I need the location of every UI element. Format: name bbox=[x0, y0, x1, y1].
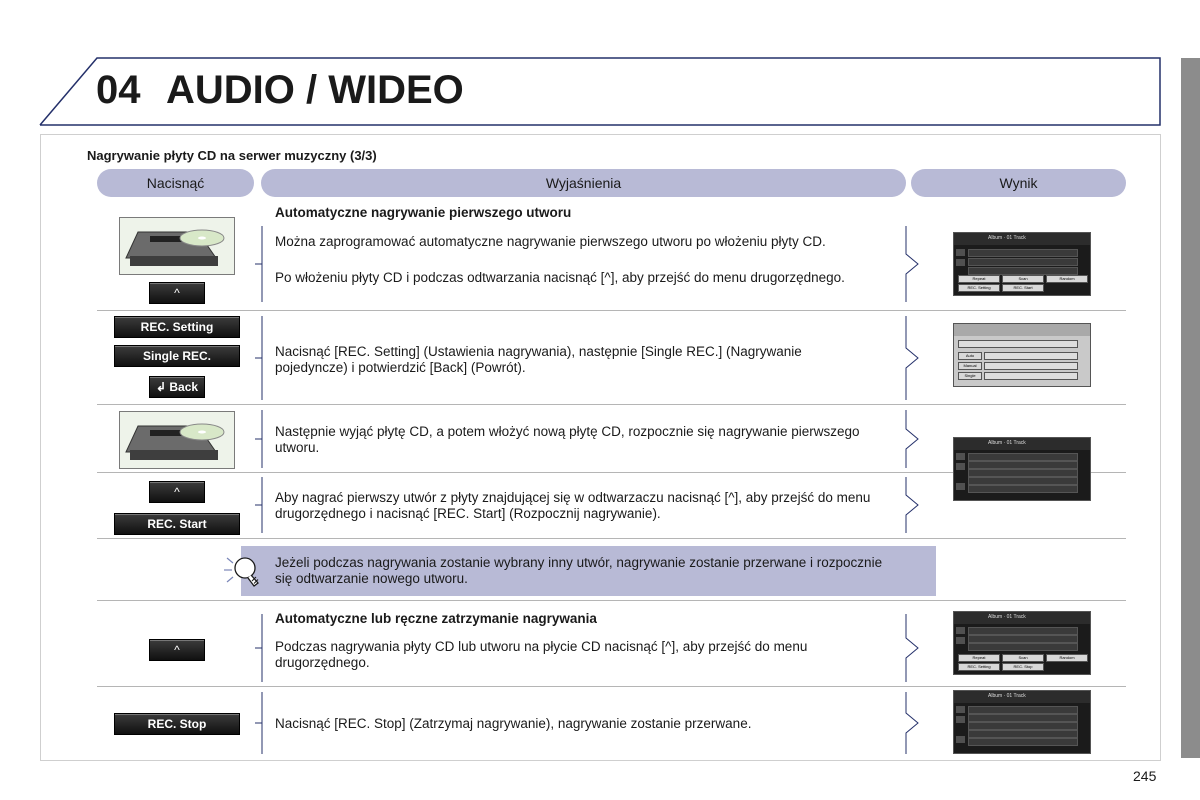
result-screen-2: Auto Manual Single bbox=[953, 323, 1091, 387]
bracket-left bbox=[255, 316, 263, 400]
caret-up-button[interactable]: ^ bbox=[149, 282, 205, 304]
chevron-right-icon bbox=[904, 226, 922, 302]
chevron-right-icon bbox=[904, 477, 922, 533]
row-separator bbox=[97, 310, 1126, 311]
result-screen-6: Album · 01 Track bbox=[953, 690, 1091, 754]
row-separator bbox=[97, 404, 1126, 405]
section-title: Nagrywanie płyty CD na serwer muzyczny (3/3) bbox=[87, 148, 377, 163]
cd-slot-image bbox=[119, 217, 235, 275]
rec-stop-button[interactable]: REC. Stop bbox=[114, 713, 240, 735]
result-screen-5: Album · 01 Track Repeat Scan Random REC. Setting REC. Stop bbox=[953, 611, 1091, 675]
row4-paragraph: Aby nagrać pierwszy utwór z płyty znajdującej się w odtwarzaczu nacisnąć [^], aby przejść do menu drugorzędnego i nacisnąć [REC. Start] (Rozpocznij nagrywanie). bbox=[275, 490, 871, 521]
row5-paragraph: Podczas nagrywania płyty CD lub utworu na płycie CD nacisnąć [^], aby przejść do menu drugorzędnego. bbox=[275, 639, 808, 670]
row1-heading: Automatyczne nagrywanie pierwszego utworu bbox=[275, 205, 572, 220]
back-button[interactable]: ↲ Back bbox=[149, 376, 205, 398]
caret-up-button[interactable]: ^ bbox=[149, 481, 205, 503]
chapter-thumb-tab bbox=[1181, 58, 1200, 758]
caret-up-button[interactable]: ^ bbox=[149, 639, 205, 661]
row1-paragraph-1: Można zaprogramować automatyczne nagrywanie pierwszego utworu po włożeniu płyty CD. bbox=[275, 234, 826, 249]
result-screen-3: Album · 01 Track bbox=[953, 437, 1091, 501]
column-header-explanation: Wyjaśnienia bbox=[261, 169, 906, 197]
chevron-right-icon bbox=[904, 410, 922, 468]
result-screen-1: Album · 01 Track Repeat Scan Random REC. Setting REC. Start bbox=[953, 232, 1091, 296]
row-separator bbox=[97, 600, 1126, 601]
chapter-title: AUDIO / WIDEO bbox=[166, 68, 464, 112]
rec-start-button[interactable]: REC. Start bbox=[114, 513, 240, 535]
tip-text: Jeżeli podczas nagrywania zostanie wybrany inny utwór, nagrywanie zostanie przerwane i rozpocznie się odtwarzanie nowego utworu. bbox=[275, 555, 883, 586]
row2-paragraph: Nacisnąć [REC. Setting] (Ustawienia nagrywania), następnie [Single REC.] (Nagrywanie pojedyncze) i potwierdzić [Back] (Powrót). bbox=[275, 344, 802, 375]
bracket-left bbox=[255, 477, 263, 533]
column-header-press: Nacisnąć bbox=[97, 169, 254, 197]
rec-setting-button[interactable]: REC. Setting bbox=[114, 316, 240, 338]
bracket-left bbox=[255, 692, 263, 754]
chevron-right-icon bbox=[904, 614, 922, 682]
row-separator bbox=[97, 538, 1126, 539]
page-number: 245 bbox=[1133, 768, 1157, 784]
column-header-result: Wynik bbox=[911, 169, 1126, 197]
chevron-right-icon bbox=[904, 692, 922, 754]
chapter-header-frame bbox=[0, 0, 1200, 134]
chevron-right-icon bbox=[904, 316, 922, 400]
bracket-left bbox=[255, 614, 263, 682]
lightbulb-icon bbox=[218, 548, 264, 590]
cd-slot-image bbox=[119, 411, 235, 469]
row6-paragraph: Nacisnąć [REC. Stop] (Zatrzymaj nagrywanie), nagrywanie zostanie przerwane. bbox=[275, 716, 752, 731]
chapter-number: 04 bbox=[96, 68, 141, 112]
row1-paragraph-2: Po włożeniu płyty CD i podczas odtwarzania nacisnąć [^], aby przejść do menu drugorzędnego. bbox=[275, 270, 845, 285]
row-separator bbox=[97, 686, 1126, 687]
single-rec-button[interactable]: Single REC. bbox=[114, 345, 240, 367]
bracket-left bbox=[255, 410, 263, 468]
row3-paragraph: Następnie wyjąć płytę CD, a potem włożyć nową płytę CD, rozpocznie się nagrywanie pierwszego utworu. bbox=[275, 424, 860, 455]
row5-heading: Automatyczne lub ręczne zatrzymanie nagrywania bbox=[275, 611, 597, 626]
back-arrow-icon: ↲ bbox=[155, 380, 167, 394]
bracket-left bbox=[255, 226, 263, 302]
